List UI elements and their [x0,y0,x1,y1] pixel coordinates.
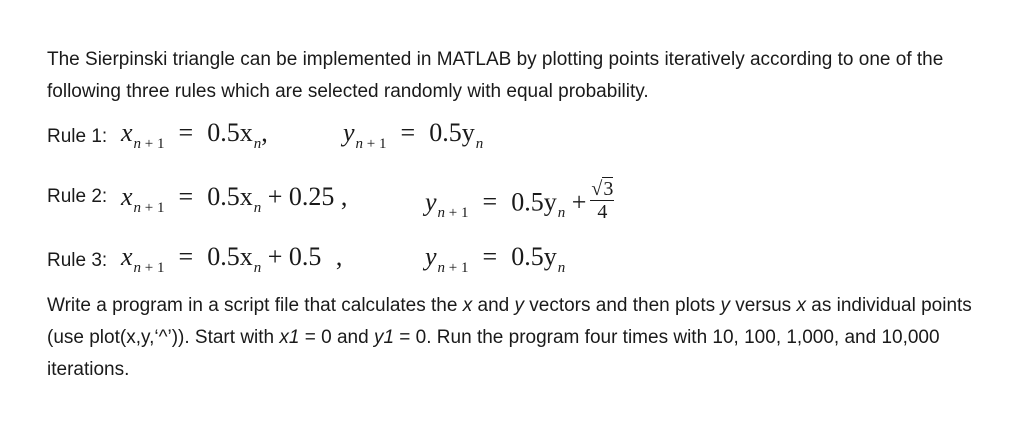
rule-1-y-equation: $y_{n + 1} = 0.5y_n$ [343,118,484,152]
sqrt3-over-4-fraction: $\frac{√3}{4}$ [591,178,614,223]
rule-2-x-term: 0.5x [207,182,253,211]
rule-3-x-term: 0.5x [207,242,253,271]
rule-2-x-equation: $x_{n + 1} = 0.5x_n + 0.25$ , [121,182,348,216]
rule-1-y-term: 0.5y [429,118,475,147]
problem-instructions: Write a program in a script file that calculates the x and y vectors and then plots y versus x as individual points (use plot(x,y,‘^’)). Start with x1 = 0 and y1 = 0. Run the program four times with 10, 100, 1,000, and 10,000 iterations. [47,295,972,380]
rule-3-label: Rule 3: [47,250,108,271]
rule-3-x-equation: $x_{n + 1} = 0.5x_n + 0.5$ , [121,242,343,276]
rule-3-x-add: + 0.5 [267,242,322,271]
rule-2-y-add: + [571,187,587,217]
rule-3-y-term: 0.5y [511,242,557,271]
rule-3-y-equation: $y_{n + 1} = 0.5y_n$ [425,242,566,276]
problem-intro: The Sierpinski triangle can be implemented in MATLAB by plotting points iteratively according to one of the following three rules which are selected randomly with equal probability. [47,49,944,102]
rule-2-label: Rule 2: [47,186,108,207]
rule-1-x-term: 0.5x [207,118,253,147]
rule-2-y-equation: $y_{n + 1} = 0.5y_n$ + $\frac{√3}{4}$ [425,178,614,223]
rule-1-label: Rule 1: [47,126,108,147]
rule-2-x-add: + 0.25 [267,182,335,211]
rule-2-y-term: 0.5y [511,187,557,217]
rule-1-x-equation: $x_{n + 1} = 0.5x_n$, [121,118,268,152]
